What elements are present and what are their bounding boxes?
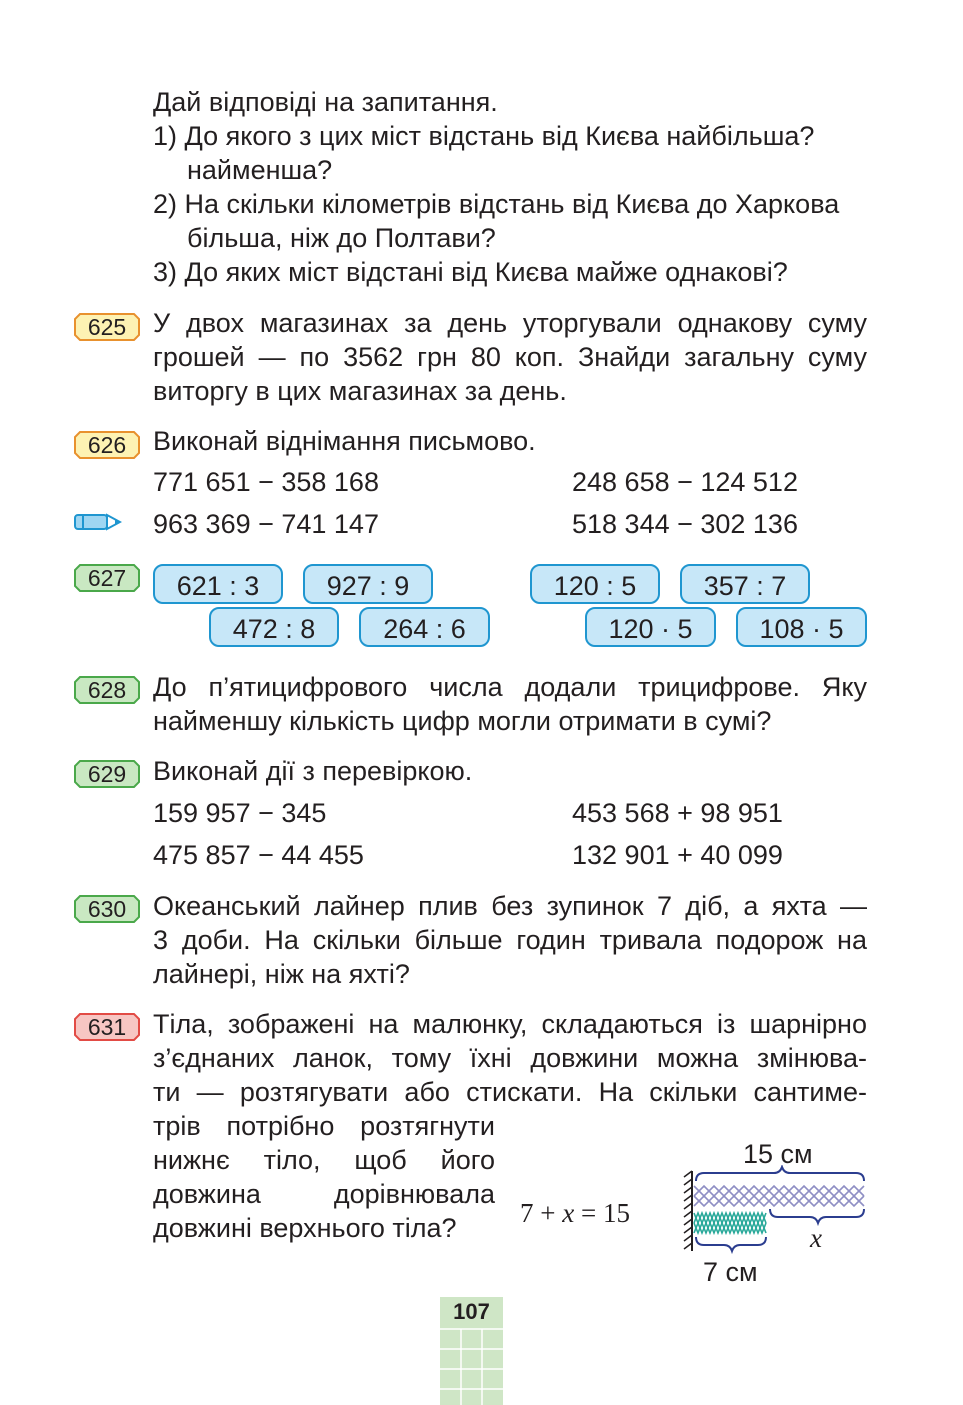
task-626-expr-2: 248 658 − 124 512 xyxy=(572,467,798,497)
task-number-626: 626 xyxy=(74,431,140,459)
equation: 7 + x = 15 xyxy=(520,1198,630,1228)
upper-body xyxy=(694,1186,864,1206)
linkage-diagram xyxy=(680,1165,870,1260)
x-label: x xyxy=(810,1223,822,1253)
task-630-line-2: 3 доби. На скільки більше годин тривала подорож на xyxy=(153,925,867,955)
questions-intro: Дай відповіді на запитання. xyxy=(153,87,498,117)
task-625-line-2: грошей — по 3562 грн 80 коп. Знайди загальну суму xyxy=(153,342,867,372)
task-number-629: 629 xyxy=(74,760,140,788)
bottom-brace xyxy=(696,1237,766,1251)
task-630-line-3: лайнері, ніж на яхті? xyxy=(153,959,410,989)
task-626-expr-1: 771 651 − 358 168 xyxy=(153,467,379,497)
task-number-628: 628 xyxy=(74,676,140,704)
task-626-expr-3: 963 369 − 741 147 xyxy=(153,509,379,539)
task-631-line-4: трів потрібно розтягнути xyxy=(153,1111,495,1141)
task-630-line-1: Океанський лайнер плив без зупинок 7 діб, а яхта — xyxy=(153,891,867,921)
expression-box: 108 · 5 xyxy=(736,607,867,647)
task-number-627: 627 xyxy=(74,564,140,592)
task-631-line-7: довжині верхнього тіла? xyxy=(153,1213,457,1243)
task-629-expr-4: 132 901 + 40 099 xyxy=(572,840,783,870)
bottom-length-label: 7 см xyxy=(703,1257,758,1287)
task-628-line-2: найменшу кількість цифр могли отримати в сумі? xyxy=(153,706,772,736)
expression-box: 264 : 6 xyxy=(359,607,490,647)
task-625-line-1: У двох магазинах за день уторгували однакову суму xyxy=(153,308,867,338)
expression-box: 120 · 5 xyxy=(585,607,716,647)
task-631-line-2: з’єднаних ланок, тому їхні довжини можна змінюва- xyxy=(153,1043,867,1073)
question-3: 3) До яких міст відстані від Києва майже однакові? xyxy=(153,257,788,287)
expression-box: 621 : 3 xyxy=(153,564,283,604)
task-number-625: 625 xyxy=(74,313,140,341)
equation-variable: x xyxy=(562,1198,575,1228)
wall xyxy=(684,1171,692,1251)
task-number-631: 631 xyxy=(74,1013,140,1041)
task-631-line-1: Тіла, зображені на малюнку, складаються із шарнірно xyxy=(153,1009,867,1039)
task-625-line-3: виторгу в цих магазинах за день. xyxy=(153,376,567,406)
task-631-line-3: ти — розтягувати або стискати. На скільки сантиме- xyxy=(153,1077,867,1107)
task-629-expr-2: 453 568 + 98 951 xyxy=(572,798,783,828)
page-number-block xyxy=(440,1297,503,1405)
task-626-title: Виконай віднімання письмово. xyxy=(153,426,536,456)
task-631-line-5: нижнє тіло, щоб його xyxy=(153,1145,495,1175)
task-number-630: 630 xyxy=(74,895,140,923)
top-length-label: 15 см xyxy=(743,1139,813,1169)
task-629-expr-1: 159 957 − 345 xyxy=(153,798,327,828)
page-number: 107 xyxy=(453,1299,490,1324)
question-2-cont: більша, ніж до Полтави? xyxy=(187,223,496,253)
expression-box: 120 : 5 xyxy=(530,564,660,604)
question-2: 2) На скільки кілометрів відстань від Києва до Харкова xyxy=(153,189,840,219)
lower-body xyxy=(694,1213,766,1233)
task-629-expr-3: 475 857 − 44 455 xyxy=(153,840,364,870)
pencil-icon xyxy=(74,511,122,533)
question-1: 1) До якого з цих міст відстань від Києва найбільша? xyxy=(153,121,815,151)
expression-box: 357 : 7 xyxy=(680,564,810,604)
task-628-line-1: До п’ятицифрового числа додали трицифрове. Яку xyxy=(153,672,867,702)
task-626-expr-4: 518 344 − 302 136 xyxy=(572,509,798,539)
task-629-title: Виконай дії з перевіркою. xyxy=(153,756,473,786)
expression-box: 927 : 9 xyxy=(303,564,433,604)
question-1-cont: найменша? xyxy=(187,155,333,185)
expression-box: 472 : 8 xyxy=(209,607,339,647)
task-631-line-6: довжина дорівнювала xyxy=(153,1179,495,1209)
